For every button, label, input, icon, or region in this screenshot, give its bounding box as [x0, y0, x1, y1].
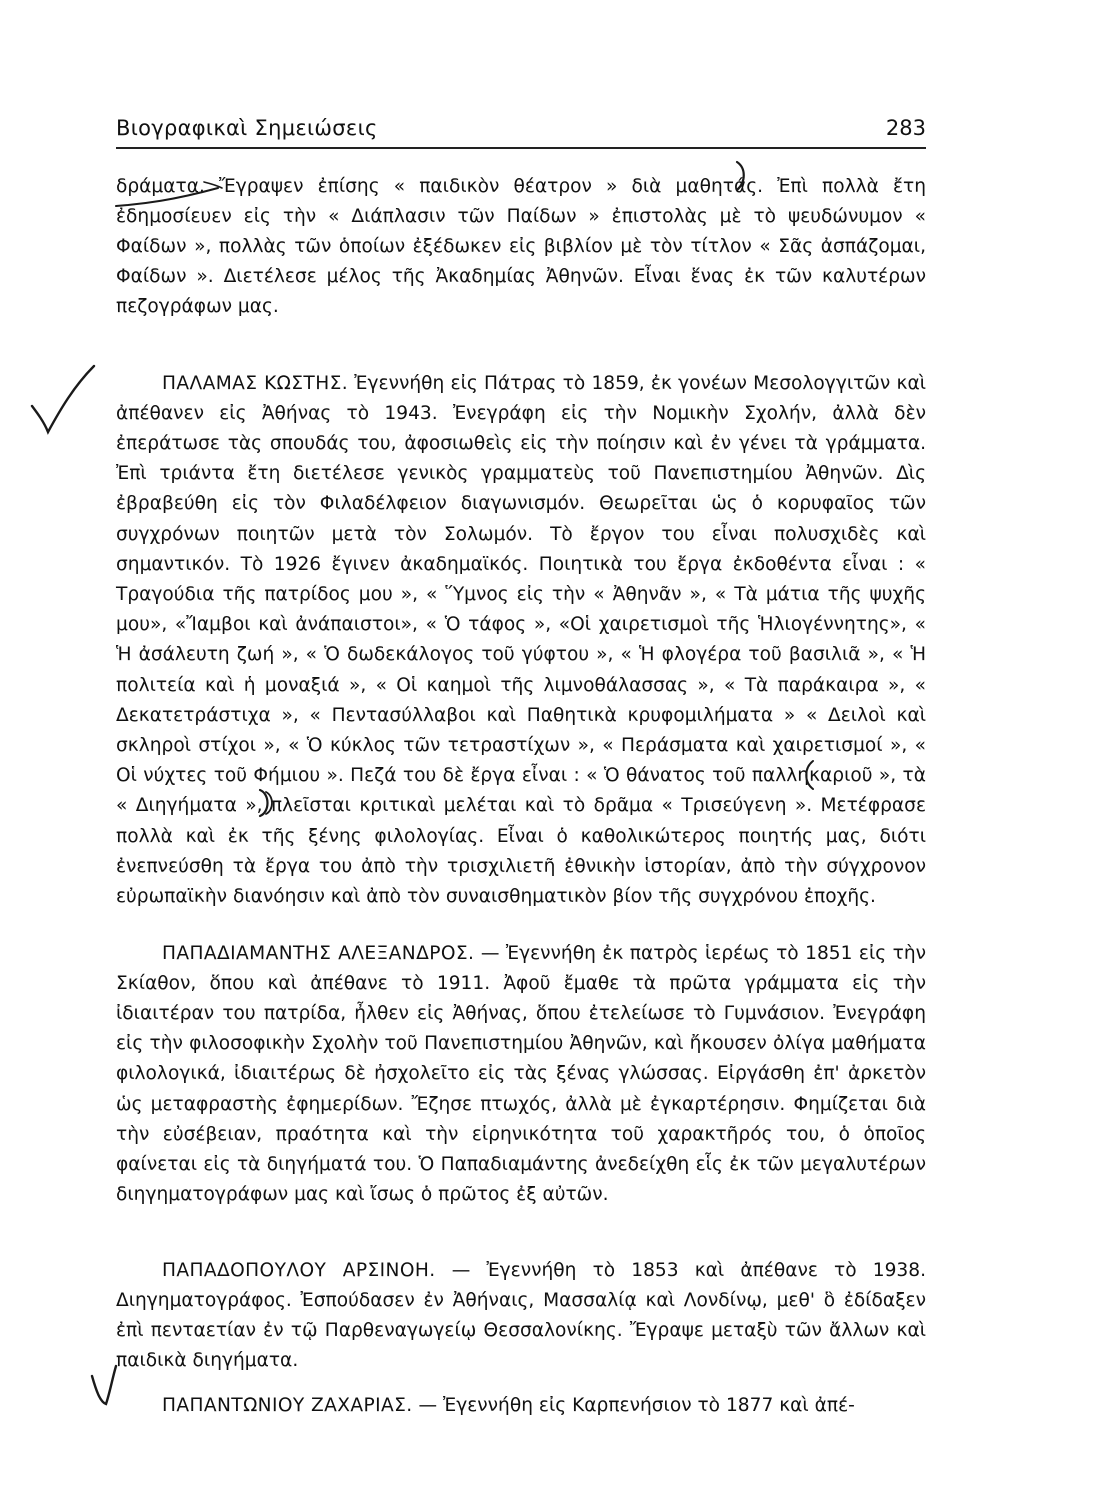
- entry-name: ΠΑΠΑΔΟΠΟΥΛΟΥ ΑΡΣΙΝΟΗ.: [162, 1259, 436, 1281]
- running-header-title: Βιογραφικαὶ Σημειώσεις: [116, 116, 378, 140]
- entry-name: ΠΑΠΑΝΤΩΝΙΟΥ ΖΑΧΑΡΙΑΣ.: [162, 1394, 413, 1416]
- checkmark-icon: [28, 362, 98, 442]
- entry-palamas: [116, 369, 926, 913]
- entry-text: — Ἐγεννήθη ἐκ πατρὸς ἱερέως τὸ 1851 εἰς τὴν Σκίαθον, ὅπου καὶ ἀπέθανε τὸ 1911. Ἀφοῦ ἔμαθε τὰ πρῶτα γράμματα εἰς τὴν ἰδιαιτέραν του πατρίδα, ἦλθεν εἰς Ἀθήνας, ὅπου ἐτελείωσε τὸ Γυμνάσιον. Ἐνεγράφη εἰς τὴν φιλοσοφικὴν Σχολὴν τοῦ Πανεπιστημίου Ἀθηνῶν, καὶ ἤκουσεν ὀλίγα μαθήματα φιλολογικά, ἰδιαιτέρως δὲ ἠσχολεῖτο εἰς τὰς ξένας γλώσσας. Εἰργάσθη ἐπ' ἀρκετὸν ὡς μεταφραστὴς ἐφημερίδων. Ἔζησε πτωχός, ἀλλὰ μὲ ἐγκαρτέρησιν. Φημίζεται διὰ τὴν εὐσέβειαν, πραότητα καὶ τὴν εἰρηνικότητα τοῦ χαρακτῆρός του, ὁ ὁποῖος φαίνεται εἰς τὰ διηγήματά του. Ὁ Παπαδιαμάντης ἀνεδείχθη εἷς ἐκ τῶν μεγαλυτέρων διηγηματογράφων μας καὶ ἴσως ὁ πρῶτος ἐξ αὐτῶν.: [116, 942, 926, 1206]
- entry-name: ΠΑΠΑΔΙΑΜΑΝΤΗΣ ΑΛΕΞΑΝΔΡΟΣ.: [162, 942, 475, 964]
- entry-papadopoulou: [116, 1256, 926, 1377]
- running-header: [116, 112, 926, 146]
- entry-papantoniou: [116, 1391, 926, 1421]
- header-divider: [116, 147, 926, 149]
- entry-text: — Ἐγεννήθη εἰς Καρπενήσιον τὸ 1877 καὶ ἀπέ-: [418, 1394, 855, 1416]
- entry-name: ΠΑΛΑΜΑΣ ΚΩΣΤΗΣ.: [162, 372, 349, 394]
- entry-text: Ἐγεννήθη εἰς Πάτρας τὸ 1859, ἐκ γονέων Μεσολογγιτῶν καὶ ἀπέθανεν εἰς Ἀθήνας τὸ 1943. Ἐνεγράφη εἰς τὴν Νομικὴν Σχολήν, ἀλλὰ δὲν ἐπεράτωσε τὰς σπουδάς του, ἀφοσιωθεὶς εἰς τὴν ποίησιν καὶ ἐν γένει τὰ γράμματα. Ἐπὶ τριάντα ἔτη διετέλεσε γενικὸς γραμματεὺς τοῦ Πανεπιστημίου Ἀθηνῶν. Δὶς ἐβραβεύθη εἰς τὸν Φιλαδέλφειον διαγωνισμόν. Θεωρεῖται ὡς ὁ κορυφαῖος τῶν συγχρόνων ποιητῶν μετὰ τὸν Σολωμόν. Τὸ ἔργον του εἶναι πολυσχιδὲς καὶ σημαντικόν. Τὸ 1926 ἔγινεν ἀκαδημαϊκός. Ποιητικὰ του ἔργα ἐκδοθέντα εἶναι : « Τραγούδια τῆς πατρίδος μου », « Ὕμνος εἰς τὴν « Ἀθηνᾶν », « Τὰ μάτια τῆς ψυχῆς μου», «Ἴαμβοι καὶ ἀνάπαιστοι», « Ὁ τάφος », «Οἱ χαιρετισμοὶ τῆς Ἡλιογέννητης», « Ἡ ἀσάλευτη ζωή », « Ὁ δωδεκάλογος τοῦ γύφτου », « Ἡ φλογέρα τοῦ βασιλιᾶ », « Ἡ πολιτεία καὶ ἡ μοναξιά », « Οἱ καημοὶ τῆς λιμνοθάλασσας », « Τὰ παράκαιρα », « Δεκατετράστιχα », « Πεντασύλλαβοι καὶ Παθητικὰ κρυφομιλήματα » « Δειλοὶ καὶ σκληροὶ στίχοι », « Ὁ κύκλος τῶν τετραστίχων », « Περάσματα καὶ χαιρετισμοί », « Οἱ νύχτες τοῦ Φήμιου ». Πεζά του δὲ ἔργα εἶναι : « Ὁ θάνατος τοῦ παλληκαριοῦ », τὰ « Διηγήματα », πλεῖσται κριτικαὶ μελέται καὶ τὸ δρᾶμα « Τρισεύγενη ». Μετέφρασε πολλὰ καὶ ἐκ τῆς ξένης φιλολογίας. Εἶναι ὁ καθολικώτερος ποιητής μας, διότι ἐνεπνεύσθη τὰ ἔργα του ἀπὸ τὴν τρισχιλιετῆ ἐθνικὴν ἱστορίαν, ἀπὸ τὴν σύγχρονον εὐρωπαϊκὴν διανόησιν καὶ ἀπὸ τὸν συναισθηματικὸν βίον τῆς συγχρόνου ἐποχῆς.: [116, 372, 927, 908]
- entry-text: — Ἐγεννήθη τὸ 1853 καὶ ἀπέθανε τὸ 1938. Διηγηματογράφος. Ἐσπούδασεν ἐν Ἀθήναις, Μασσαλίᾳ καὶ Λονδίνῳ, μεθ' ὃ ἐδίδαξεν ἐπὶ πενταετίαν ἐν τῷ Παρθεναγωγείῳ Θεσσαλονίκης. Ἔγραψε μεταξὺ τῶν ἄλλων καὶ παιδικὰ διηγήματα.: [116, 1259, 926, 1372]
- entry-papadiamantis: [116, 939, 926, 1211]
- page-number: 283: [885, 116, 926, 140]
- paragraph-continuation: δράματα. Ἔγραψεν ἐπίσης « παιδικὸν θέατρον » διὰ μαθητάς. Ἐπὶ πολλὰ ἔτη ἐδημοσίευεν εἰς τὴν « Διάπλασιν τῶν Παίδων » ἐπιστολὰς μὲ τὸ ψευδώνυμον « Φαίδων », πολλὰς τῶν ὁποίων ἐξέδωκεν εἰς βιβλίον μὲ τὸν τίτλον « Σᾶς ἀσπάζομαι, Φαίδων ». Διετέλεσε μέλος τῆς Ἀκαδημίας Ἀθηνῶν. Εἶναι ἕνας ἐκ τῶν καλυτέρων πεζογράφων μας.: [116, 175, 926, 318]
